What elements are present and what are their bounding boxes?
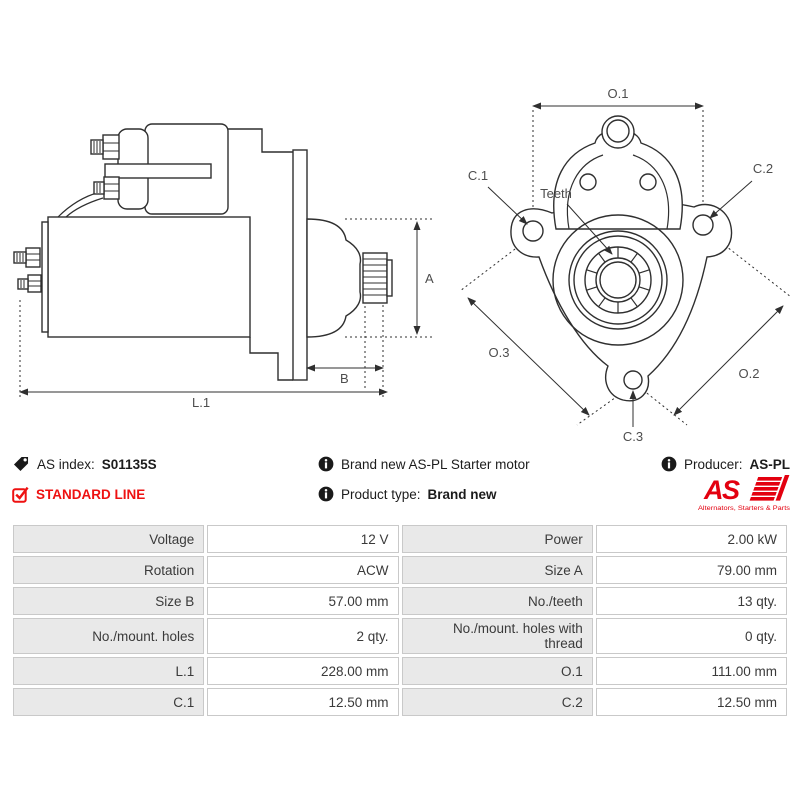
as-index-line — [12, 454, 157, 474]
as-pl-logo-tagline: Alternators, Starters & Parts — [698, 505, 791, 512]
product-type-value: Brand new — [427, 486, 497, 502]
dim-label-b: B — [340, 371, 349, 386]
producer-line — [661, 454, 790, 474]
as-index-label: AS index: — [37, 456, 95, 472]
spec-value-cell: 57.00 mm — [207, 587, 398, 615]
table-row — [13, 618, 787, 654]
spec-value-cell: ACW — [207, 556, 398, 584]
as-index-value: S01135S — [101, 456, 157, 472]
product-type-label: Product type: — [341, 486, 421, 502]
spec-value-cell: 13 qty. — [596, 587, 787, 615]
front-view-drawing — [460, 86, 791, 444]
spec-value-cell: 12 V — [207, 525, 398, 553]
as-pl-logo-text: AS — [704, 475, 739, 505]
spec-label-cell: L.1 — [13, 657, 204, 685]
dim-label-c1: C.1 — [467, 168, 489, 183]
table-row — [13, 688, 787, 716]
spec-value-cell: 12.50 mm — [207, 688, 398, 716]
spec-value-cell: 2 qty. — [207, 618, 398, 654]
info-icon — [661, 456, 677, 472]
info-icon — [318, 456, 334, 472]
description-text: Brand new AS-PL Starter motor — [341, 456, 530, 472]
tag-icon — [12, 455, 30, 473]
description-line — [318, 454, 530, 474]
dim-label-a: A — [425, 271, 434, 286]
standard-line-badge — [12, 484, 145, 504]
spec-label-cell: Rotation — [13, 556, 204, 584]
product-type-line — [318, 484, 497, 504]
standard-line-label: STANDARD LINE — [36, 486, 146, 502]
spec-label-cell: O.1 — [402, 657, 593, 685]
dim-label-o1: O.1 — [607, 86, 629, 101]
spec-label-cell: Size A — [402, 556, 593, 584]
side-view-drawing — [14, 124, 434, 410]
spec-label-cell: Power — [402, 525, 593, 553]
producer-value: AS-PL — [749, 456, 790, 472]
table-row — [13, 525, 787, 553]
table-row — [13, 657, 787, 685]
as-pl-logo — [696, 472, 792, 514]
dim-label-o3: O.3 — [488, 345, 510, 360]
spec-value-cell: 228.00 mm — [207, 657, 398, 685]
spec-label-cell: Size B — [13, 587, 204, 615]
table-row — [13, 587, 787, 615]
dim-label-c2: C.2 — [752, 161, 774, 176]
dim-label-l1: L.1 — [192, 395, 211, 410]
dim-label-o2: O.2 — [738, 366, 760, 381]
spec-label-cell: No./mount. holes — [13, 618, 204, 654]
table-row — [13, 556, 787, 584]
spec-table — [10, 522, 790, 719]
spec-value-cell: 111.00 mm — [596, 657, 787, 685]
spec-value-cell: 79.00 mm — [596, 556, 787, 584]
spec-value-cell: 12.50 mm — [596, 688, 787, 716]
dim-label-c3: C.3 — [622, 429, 644, 444]
checkbox-icon — [12, 486, 29, 503]
spec-value-cell: 0 qty. — [596, 618, 787, 654]
info-icon — [318, 486, 334, 502]
spec-label-cell: C.1 — [13, 688, 204, 716]
spec-value-cell: 2.00 kW — [596, 525, 787, 553]
dim-label-teeth: Teeth — [540, 186, 572, 201]
spec-label-cell: Voltage — [13, 525, 204, 553]
producer-label: Producer: — [683, 456, 743, 472]
spec-label-cell: No./teeth — [402, 587, 593, 615]
spec-label-cell: No./mount. holes with thread — [402, 618, 593, 654]
spec-label-cell: C.2 — [402, 688, 593, 716]
